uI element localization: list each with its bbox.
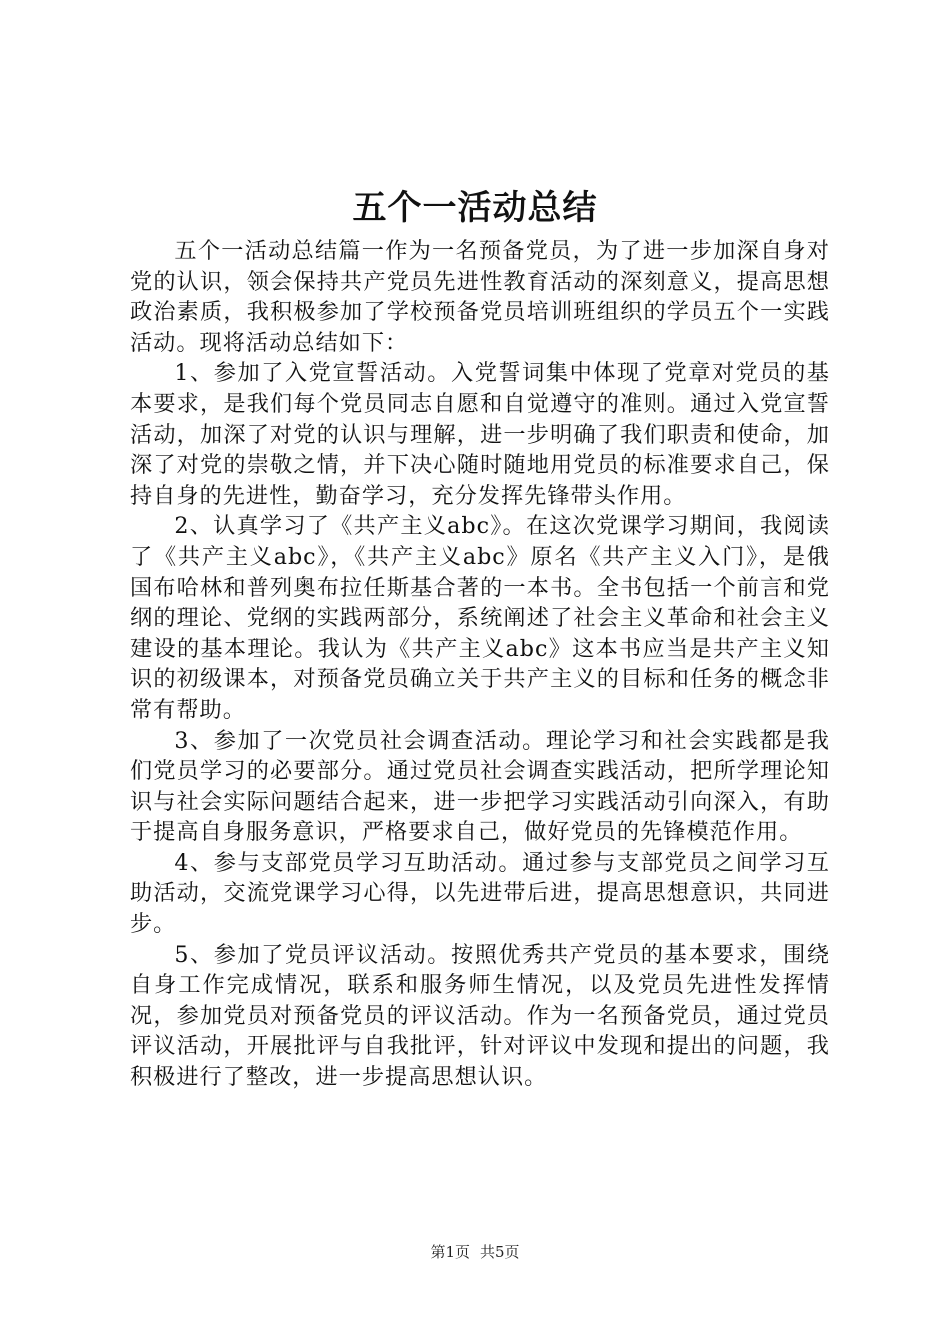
paragraph-item-5: 5、参加了党员评议活动。按照优秀共产党员的基本要求，围绕自身工作完成情况，联系和服务师生情况，以及党员先进性发挥情况，参加党员对预备党员的评议活动。作为一名预备党员，通过党员评议活动，开展批评与自我批评，针对评议中发现和提出的问题，我积极进行了整改，进一步提高思想认识。 [130,941,830,1091]
paragraph-intro: 五个一活动总结篇一作为一名预备党员，为了进一步加深自身对党的认识，领会保持共产党员先进性教育活动的深刻意义，提高思想政治素质，我积极参加了学校预备党员培训班组织的学员五个一实践活动。现将活动总结如下： [130,238,830,356]
paragraph-item-4: 4、参与支部党员学习互助活动。通过参与支部党员之间学习互助活动，交流党课学习心得，以先进带后进，提高思想意识，共同进步。 [130,849,830,938]
document-body [130,236,830,1093]
paragraph-item-1: 1、参加了入党宣誓活动。入党誓词集中体现了党章对党员的基本要求，是我们每个党员同志自愿和自觉遵守的准则。通过入党宣誓活动，加深了对党的认识与理解，进一步明确了我们职责和使命，加深了对党的崇敬之情，并下决心随时随地用党员的标准要求自己，保持自身的先进性，勤奋学习，充分发挥先锋带头作用。 [130,360,830,509]
paragraph-item-2: 2、认真学习了《共产主义abc》。在这次党课学习期间，我阅读了《共产主义abc》，《共产主义abc》原名《共产主义入门》，是俄国布哈林和普列奥布拉任斯基合著的一本书。全书包括一个前言和党纲的理论、党纲的实践两部分，系统阐述了社会主义革命和社会主义建设的基本理论。我认为《共产主义abc》这本书应当是共产主义知识的初级课本，对预备党员确立关于共产主义的目标和任务的概念非常有帮助。 [130,513,830,723]
page-footer [0,1242,950,1262]
page-total: 共5页 [480,1243,520,1261]
page-number: 第1页 [430,1243,470,1261]
document-title: 五个一活动总结 [352,188,598,228]
paragraph-item-3: 3、参加了一次党员社会调查活动。理论学习和社会实践都是我们党员学习的必要部分。通过党员社会调查实践活动，把所学理论知识与社会实际问题结合起来，进一步把学习实践活动引向深入，有助于提高自身服务意识，严格要求自己，做好党员的先锋模范作用。 [130,727,830,846]
